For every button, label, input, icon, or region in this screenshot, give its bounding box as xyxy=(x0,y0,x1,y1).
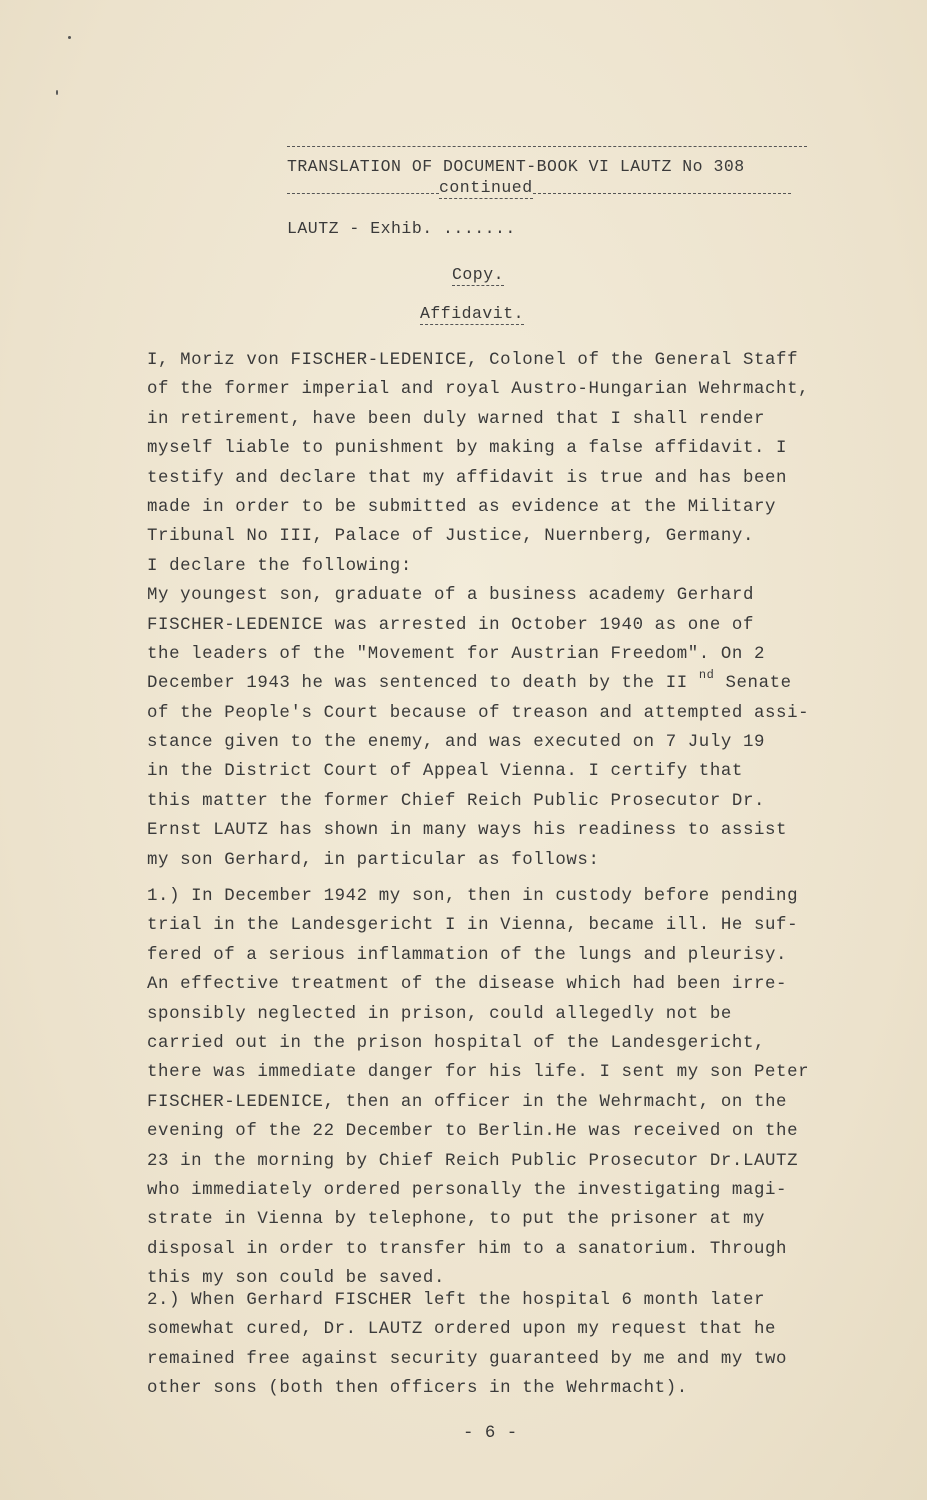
text-line: somewhat cured, Dr. LAUTZ ordered upon my request that he xyxy=(147,1320,777,1340)
affidavit-body xyxy=(147,346,867,875)
text-line: other sons (both then officers in the Wehrmacht). xyxy=(147,1379,688,1399)
text-line: FISCHER-LEDENICE was arrested in October 1940 as one of xyxy=(147,615,754,635)
copy-text: Copy. xyxy=(452,265,505,284)
senate-word: Senate xyxy=(725,674,792,694)
continued-label xyxy=(287,178,791,197)
text-line: I declare the following: xyxy=(147,556,412,576)
text-line: strate in Vienna by telephone, to put the prisoner at my xyxy=(147,1210,766,1230)
text-line: who immediately ordered personally the investigating magi- xyxy=(147,1180,788,1200)
text-line: in retirement, have been duly warned that I shall render xyxy=(147,409,766,429)
item-2-paragraph xyxy=(147,1286,867,1404)
text-line: sponsibly neglected in prison, could allegedly not be xyxy=(147,1004,732,1024)
text-fragment: December 1943 he was sentenced to death by the II xyxy=(147,674,688,694)
text-line: I, Moriz von FISCHER-LEDENICE, Colonel of the General Staff xyxy=(147,351,799,370)
text-line: myself liable to punishment by making a false affidavit. I xyxy=(147,439,788,459)
text-line: there was immediate danger for his life. I sent my son Peter xyxy=(147,1063,810,1083)
text-line: the leaders of the "Movement for Austrian Freedom". On 2 xyxy=(147,644,766,664)
text-line: Ernst LAUTZ has shown in many ways his readiness to assist xyxy=(147,821,788,841)
rule-right xyxy=(533,193,791,194)
text-line-senate xyxy=(147,669,867,698)
text-line: carried out in the prison hospital of the Landesgericht, xyxy=(147,1033,766,1053)
text-line: remained free against security guaranteed by me and my two xyxy=(147,1349,788,1369)
text-line: evening of the 22 December to Berlin.He was received on the xyxy=(147,1122,799,1142)
text-line: this my son could be saved. xyxy=(147,1269,445,1289)
continued-text: continued xyxy=(439,178,533,197)
text-line: An effective treatment of the disease which had been irre- xyxy=(147,975,788,995)
copy-heading xyxy=(452,265,504,284)
text-line: of the former imperial and royal Austro-Hungarian Wehrmacht, xyxy=(147,380,810,400)
paper-speck xyxy=(68,36,71,39)
text-line: fered of a serious inflammation of the lungs and pleurisy. xyxy=(147,945,788,965)
exhibit-label: LAUTZ - Exhib. ....... xyxy=(287,219,516,238)
text-line: disposal in order to transfer him to a sanatorium. Through xyxy=(147,1239,788,1259)
item-1-paragraph xyxy=(147,882,867,1293)
text-line: stance given to the enemy, and was executed on 7 July 19 xyxy=(147,733,766,753)
text-line: trial in the Landesgericht I in Vienna, became ill. He suf- xyxy=(147,916,799,936)
text-line: of the People's Court because of treason and attempted assi- xyxy=(147,703,810,723)
document-title: TRANSLATION OF DOCUMENT-BOOK VI LAUTZ No 308 xyxy=(287,157,745,176)
text-line: this matter the former Chief Reich Public Prosecutor Dr. xyxy=(147,791,766,811)
affidavit-heading xyxy=(420,304,524,323)
affidavit-text: Affidavit. xyxy=(420,304,525,323)
text-line: made in order to be submitted as evidence at the Military xyxy=(147,497,777,517)
text-line: my son Gerhard, in particular as follows: xyxy=(147,850,600,870)
rule-left xyxy=(287,193,439,194)
page-number: - 6 - xyxy=(463,1424,518,1443)
header-rule-top xyxy=(287,146,807,147)
text-line: 1.) In December 1942 my son, then in custody before pending xyxy=(147,887,799,906)
paper-speck xyxy=(56,90,58,95)
text-line: in the District Court of Appeal Vienna. I certify that xyxy=(147,762,743,782)
text-line: My youngest son, graduate of a business academy Gerhard xyxy=(147,586,754,606)
text-line: FISCHER-LEDENICE, then an officer in the Wehrmacht, on the xyxy=(147,1092,788,1112)
text-line: testify and declare that my affidavit is true and has been xyxy=(147,468,788,488)
text-line: 2.) When Gerhard FISCHER left the hospital 6 month later xyxy=(147,1291,766,1310)
text-line: Tribunal No III, Palace of Justice, Nuernberg, Germany. xyxy=(147,527,754,547)
superscript-nd: nd xyxy=(698,668,715,683)
text-line: 23 in the morning by Chief Reich Public Prosecutor Dr.LAUTZ xyxy=(147,1151,799,1171)
